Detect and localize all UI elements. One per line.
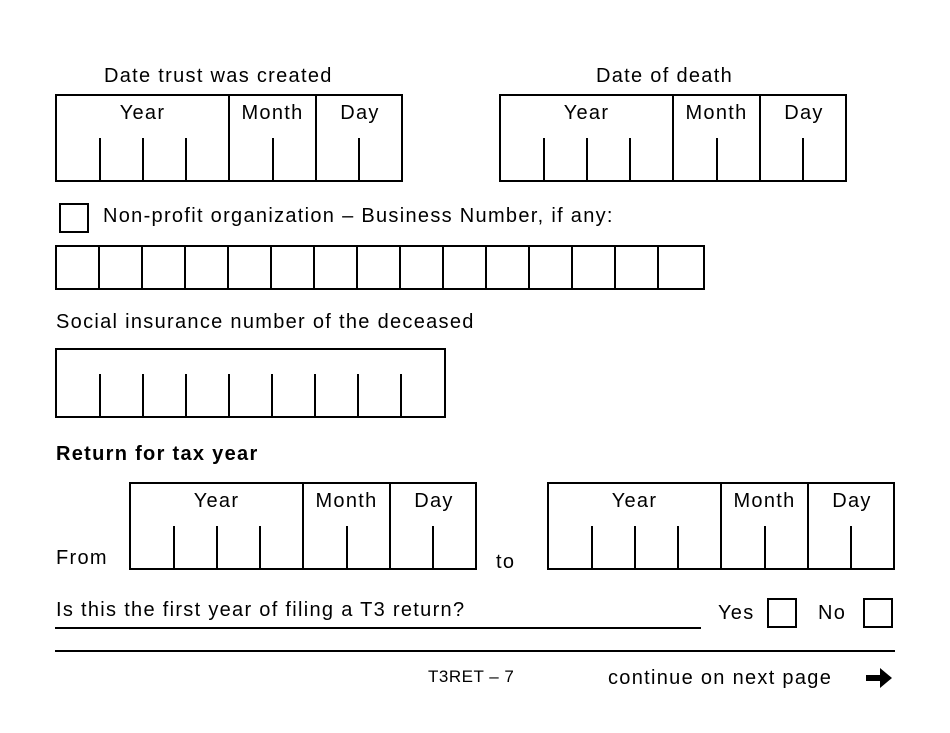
month-header: Month	[733, 490, 796, 512]
tax-year-from-date-field[interactable]	[129, 482, 477, 570]
question-underline	[55, 627, 701, 629]
yes-checkbox[interactable]	[767, 598, 797, 628]
day-header: Day	[832, 490, 872, 512]
arrow-right-icon	[864, 666, 894, 690]
year-header: Year	[193, 490, 240, 512]
month-header: Month	[685, 102, 748, 124]
date-of-death-label: Date of death	[596, 65, 733, 87]
from-label: From	[56, 547, 108, 569]
trust-created-label: Date trust was created	[104, 65, 333, 87]
year-header: Year	[611, 490, 658, 512]
date-of-death-field[interactable]	[499, 94, 847, 182]
trust-created-date-field[interactable]	[55, 94, 403, 182]
day-header: Day	[340, 102, 380, 124]
no-label: No	[818, 602, 847, 624]
day-header: Day	[414, 490, 454, 512]
footer-divider	[55, 650, 895, 652]
tax-year-to-date-field[interactable]	[547, 482, 895, 570]
yes-label: Yes	[718, 602, 755, 624]
tax-year-heading: Return for tax year	[56, 443, 259, 465]
sin-label: Social insurance number of the deceased	[56, 311, 475, 333]
sin-field[interactable]	[55, 348, 446, 418]
continue-text: continue on next page	[608, 667, 833, 689]
day-header: Day	[784, 102, 824, 124]
first-year-question: Is this the first year of filing a T3 return?	[56, 599, 466, 621]
non-profit-checkbox[interactable]	[59, 203, 89, 233]
page-code: T3RET – 7	[428, 667, 515, 686]
non-profit-label: Non-profit organization – Business Number, if any:	[103, 205, 614, 227]
year-header: Year	[119, 102, 166, 124]
business-number-field[interactable]	[55, 245, 705, 290]
month-header: Month	[315, 490, 378, 512]
no-checkbox[interactable]	[863, 598, 893, 628]
to-label: to	[496, 551, 516, 573]
year-header: Year	[563, 102, 610, 124]
month-header: Month	[241, 102, 304, 124]
